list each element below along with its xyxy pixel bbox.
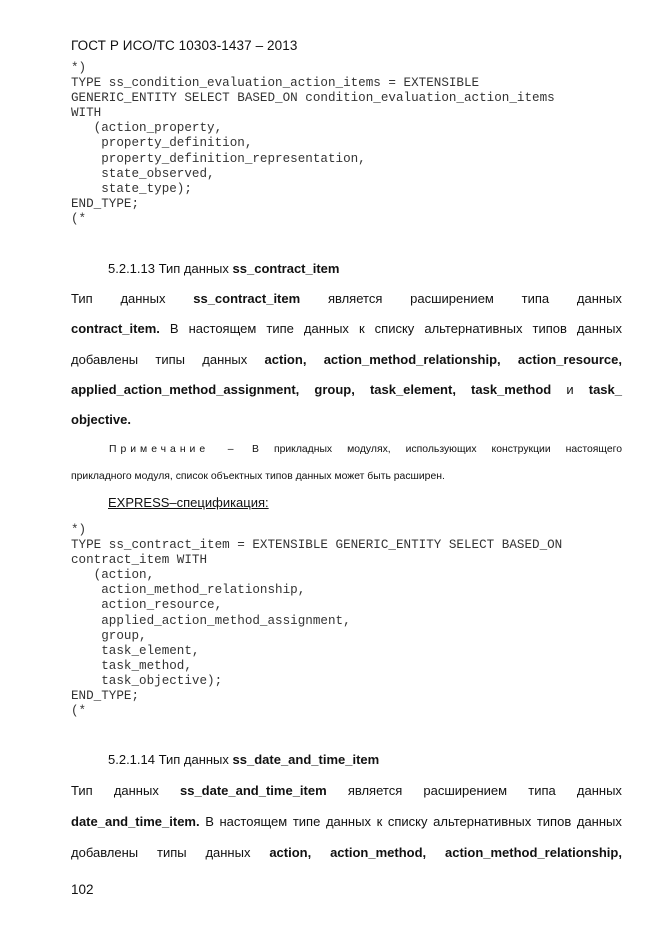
word: добавлены bbox=[71, 845, 139, 860]
word: данных bbox=[202, 352, 248, 367]
bold-term: action_method, bbox=[330, 845, 427, 860]
word: альтернативных bbox=[433, 814, 532, 829]
word: добавлены bbox=[71, 352, 139, 367]
paragraph-line bbox=[71, 814, 622, 829]
word: типы bbox=[156, 845, 187, 860]
word: расширением bbox=[423, 783, 508, 798]
section-heading bbox=[108, 752, 379, 767]
word: к bbox=[358, 321, 365, 336]
paragraph-line bbox=[71, 352, 622, 367]
bold-term: ss_date_and_time_item bbox=[179, 783, 327, 798]
word: данных bbox=[325, 814, 371, 829]
word: настоящего bbox=[565, 444, 622, 455]
word: конструкции bbox=[491, 444, 551, 455]
paragraph-line bbox=[71, 845, 622, 860]
word: списку bbox=[387, 814, 428, 829]
paragraph-line bbox=[71, 783, 622, 798]
word: данных bbox=[576, 321, 622, 336]
bold-term: action_method_relationship, bbox=[323, 352, 501, 367]
document-header: ГОСТ Р ИСО/ТС 10303-1437 – 2013 bbox=[71, 38, 298, 53]
word: прикладных bbox=[273, 444, 333, 455]
word: типы bbox=[155, 352, 185, 367]
word: данных bbox=[113, 783, 159, 798]
word: типов bbox=[536, 814, 572, 829]
word: и bbox=[566, 382, 574, 397]
note-dash: – bbox=[227, 444, 234, 455]
word: В bbox=[169, 321, 179, 336]
bold-term: action_resource, bbox=[517, 352, 622, 367]
word: данных bbox=[576, 783, 622, 798]
section-type-name: ss_date_and_time_item bbox=[232, 752, 380, 767]
word: типов bbox=[532, 321, 567, 336]
word: является bbox=[327, 291, 383, 306]
express-code-block: *) TYPE ss_condition_evaluation_action_items = EXTENSIBLE GENERIC_ENTITY SELECT BASED_ON condition_evaluation_action_items WITH (action_property, property_definition, property_definition_representation, state_observed, state_type); END_TYPE; (* bbox=[71, 61, 555, 226]
note-line: прикладного модуля, список объектных типов данных может быть расширен. bbox=[71, 471, 445, 482]
word: В bbox=[205, 814, 214, 829]
word: модулях, bbox=[347, 444, 391, 455]
bold-term: action_method_relationship, bbox=[444, 845, 622, 860]
word: является bbox=[347, 783, 403, 798]
express-code-block: *) TYPE ss_contract_item = EXTENSIBLE GENERIC_ENTITY SELECT BASED_ON contract_item WITH (action, action_method_relationship, action_resource, applied_action_method_assignment, group, task_element, task_method, task_objective); END_TYPE; (* bbox=[71, 523, 563, 719]
bold-term: contract_item. bbox=[71, 321, 160, 336]
page-number: 102 bbox=[71, 882, 94, 897]
note-label: Примечание bbox=[109, 444, 210, 455]
bold-term: task_ bbox=[588, 382, 622, 397]
word: расширением bbox=[410, 291, 494, 306]
word: данных bbox=[576, 814, 622, 829]
bold-term: objective. bbox=[71, 412, 131, 427]
word: Тип bbox=[71, 783, 93, 798]
section-heading bbox=[108, 261, 339, 276]
word: альтернативных bbox=[424, 321, 523, 336]
word: данных bbox=[120, 291, 166, 306]
section-type-name: ss_contract_item bbox=[232, 261, 340, 276]
note-line bbox=[71, 444, 622, 455]
word: типа bbox=[528, 783, 556, 798]
word: к bbox=[376, 814, 383, 829]
word: использующих bbox=[405, 444, 477, 455]
express-spec-label: EXPRESS–спецификация: bbox=[108, 495, 269, 510]
word: данных bbox=[303, 321, 349, 336]
bold-term: action, bbox=[269, 845, 312, 860]
word: настоящем bbox=[188, 321, 257, 336]
bold-term: applied_action_method_assignment, bbox=[71, 382, 300, 397]
paragraph-line bbox=[71, 412, 622, 427]
note-words bbox=[252, 444, 622, 455]
word: списку bbox=[374, 321, 415, 336]
section-number: 5.2.1.14 Тип данных bbox=[108, 752, 229, 767]
bold-term: action, bbox=[264, 352, 307, 367]
bold-term: task_method bbox=[471, 382, 552, 397]
word: типе bbox=[292, 814, 321, 829]
bold-term: ss_contract_item bbox=[193, 291, 301, 306]
bold-term: task_element, bbox=[369, 382, 456, 397]
word: настоящем bbox=[219, 814, 288, 829]
word: типа bbox=[521, 291, 550, 306]
word: данных bbox=[576, 291, 622, 306]
bold-term: date_and_time_item. bbox=[71, 814, 200, 829]
word: типе bbox=[266, 321, 294, 336]
word: Тип bbox=[71, 291, 93, 306]
word: данных bbox=[205, 845, 251, 860]
word: В bbox=[252, 444, 259, 455]
section-number: 5.2.1.13 Тип данных bbox=[108, 261, 229, 276]
paragraph-line bbox=[71, 382, 622, 397]
paragraph-line bbox=[71, 321, 622, 336]
bold-term: group, bbox=[314, 382, 355, 397]
paragraph-line bbox=[71, 291, 622, 306]
